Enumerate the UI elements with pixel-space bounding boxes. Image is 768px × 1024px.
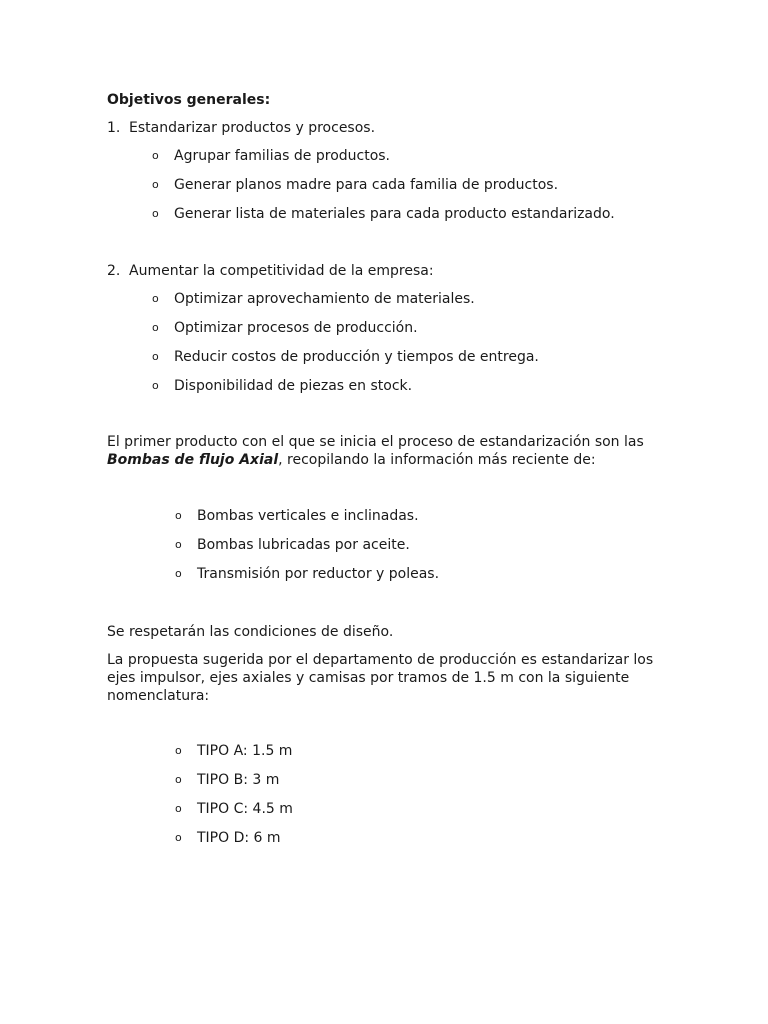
objective-2	[107, 262, 434, 280]
bullet-icon: o	[175, 831, 182, 844]
objective-text: Estandarizar productos y procesos.	[129, 120, 376, 136]
list-item-text: Generar planos madre para cada familia de productos.	[174, 177, 559, 193]
bullet-icon: o	[152, 350, 159, 363]
intro-paragraph-line-2	[107, 451, 596, 469]
section-heading: Objetivos generales:	[107, 92, 271, 108]
bullet-icon: o	[175, 773, 182, 786]
bullet-icon: o	[175, 744, 182, 757]
bullet-icon: o	[152, 321, 159, 334]
bullet-icon: o	[152, 207, 159, 220]
list-item-text: TIPO A: 1.5 m	[197, 743, 293, 759]
list-item-text: Disponibilidad de piezas en stock.	[174, 378, 413, 394]
list-item-text: Bombas verticales e inclinadas.	[197, 508, 419, 524]
list-item-text: Optimizar aprovechamiento de materiales.	[174, 291, 475, 307]
list-item-text: Reducir costos de producción y tiempos de entrega.	[174, 349, 539, 365]
bullet-icon: o	[152, 149, 159, 162]
list-item-text: Agrupar familias de productos.	[174, 148, 391, 164]
list-item-text: TIPO D: 6 m	[197, 830, 281, 846]
objective-text: Aumentar la competitividad de la empresa:	[129, 263, 434, 279]
intro-rest: , recopilando la información más reciente de:	[278, 452, 596, 468]
proposal-line-1: La propuesta sugerida por el departamento de producción es estandarizar los	[107, 652, 654, 668]
bullet-icon: o	[175, 509, 182, 522]
objective-number: 1.	[107, 120, 121, 136]
bullet-icon: o	[152, 379, 159, 392]
objective-1	[107, 119, 375, 137]
list-item-text: Transmisión por reductor y poleas.	[197, 566, 440, 582]
list-item-text: Optimizar procesos de producción.	[174, 320, 418, 336]
list-item-text: TIPO C: 4.5 m	[197, 801, 293, 817]
product-name: Bombas de flujo Axial	[107, 452, 279, 468]
proposal-line-2: ejes impulsor, ejes axiales y camisas por tramos de 1.5 m con la siguiente	[107, 670, 630, 686]
bullet-icon: o	[175, 567, 182, 580]
bullet-icon: o	[175, 802, 182, 815]
intro-paragraph-line-1: El primer producto con el que se inicia el proceso de estandarización son las	[107, 434, 644, 450]
bullet-icon: o	[152, 292, 159, 305]
proposal-line-3: nomenclatura:	[107, 688, 210, 704]
bullet-icon: o	[152, 178, 159, 191]
list-item-text: Generar lista de materiales para cada producto estandarizado.	[174, 206, 615, 222]
design-note: Se respetarán las condiciones de diseño.	[107, 624, 394, 640]
list-item-text: Bombas lubricadas por aceite.	[197, 537, 410, 553]
objective-number: 2.	[107, 263, 121, 279]
bullet-icon: o	[175, 538, 182, 551]
list-item-text: TIPO B: 3 m	[197, 772, 280, 788]
